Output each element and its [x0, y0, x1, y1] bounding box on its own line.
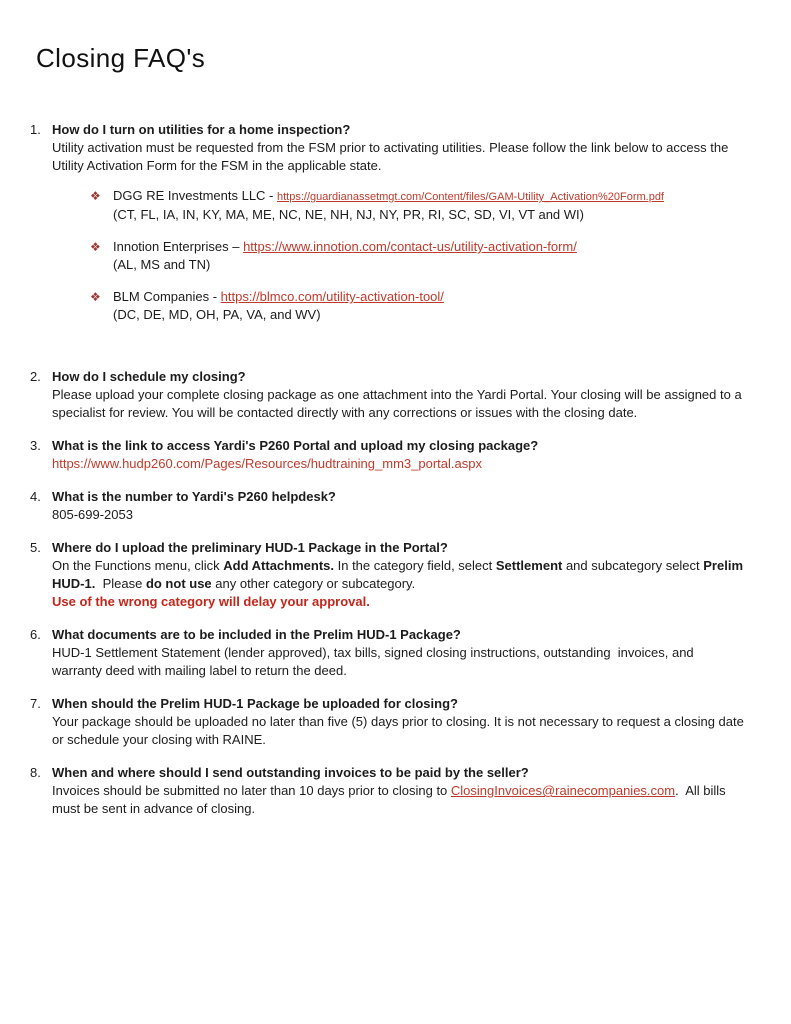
faq-item-1	[30, 121, 746, 338]
fsm-entry	[113, 187, 746, 224]
faq-item-content	[52, 488, 746, 524]
answer-text: In the category field, select	[334, 558, 496, 573]
faq-question: How do I schedule my closing?	[52, 369, 246, 384]
blm-utility-tool-link[interactable]: https://blmco.com/utility-activation-tool/	[220, 289, 444, 304]
faq-question: How do I turn on utilities for a home inspection?	[52, 122, 351, 137]
faq-question: When should the Prelim HUD-1 Package be uploaded for closing?	[52, 696, 458, 711]
fsm-entry	[113, 238, 746, 274]
faq-answer: Utility activation must be requested from the FSM prior to activating utilities. Please follow the link below to access the Utility Activation Form for the FSM in the applicable state.	[52, 140, 732, 173]
diamond-bullet-icon: ❖	[90, 189, 101, 203]
faq-item-content	[52, 437, 746, 473]
diamond-bullet-icon: ❖	[90, 290, 101, 304]
p260-portal-link[interactable]: https://www.hudp260.com/Pages/Resources/hudtraining_mm3_portal.aspx	[52, 456, 482, 471]
fsm-states: (AL, MS and TN)	[113, 257, 211, 272]
faq-item-number: 7.	[30, 696, 41, 711]
fsm-name: DGG RE Investments LLC -	[113, 188, 277, 203]
faq-question: When and where should I send outstanding invoices to be paid by the seller?	[52, 765, 529, 780]
closing-invoices-email-link[interactable]: ClosingInvoices@rainecompanies.com	[450, 783, 676, 798]
faq-answer	[52, 455, 746, 473]
faq-answer	[52, 557, 746, 593]
faq-answer: Please upload your complete closing package as one attachment into the Yardi Portal. Your closing will be assigned to a specialist for review. You will be contacted directly with any corrections or issues with the closing date.	[52, 387, 746, 420]
faq-item-content	[52, 539, 746, 611]
faq-question: Where do I upload the preliminary HUD-1 Package in the Portal?	[52, 540, 448, 555]
page-title: Closing FAQ's	[36, 43, 206, 73]
list-item	[90, 187, 746, 224]
faq-item-4	[30, 488, 746, 524]
fsm-name: Innotion Enterprises –	[113, 239, 244, 254]
faq-item-number: 6.	[30, 627, 41, 642]
innotion-utility-form-link[interactable]: https://www.innotion.com/contact-us/utility-activation-form/	[243, 239, 577, 254]
answer-text: Please	[95, 576, 146, 591]
answer-bold-text: Prelim HUD-1.	[52, 558, 747, 591]
faq-item-8	[30, 764, 746, 818]
faq-item-number: 2.	[30, 369, 41, 384]
faq-answer	[52, 782, 746, 818]
faq-item-number: 5.	[30, 540, 41, 555]
list-item	[90, 238, 746, 274]
faq-item-number: 3.	[30, 438, 41, 453]
answer-bold-text: do not use	[145, 576, 212, 591]
answer-bold-text: Add Attachments.	[223, 558, 334, 573]
faq-item-content	[52, 695, 746, 749]
answer-bold-text: Settlement	[495, 558, 563, 573]
faq-answer: Your package should be uploaded no later than five (5) days prior to closing. It is not necessary to request a closing date or schedule your closing with RAINE.	[52, 714, 748, 747]
dgg-utility-form-link[interactable]: https://guardianassetmgt.com/Content/files/GAM-Utility_Activation%20Form.pdf	[277, 191, 664, 203]
wrong-category-warning: Use of the wrong category will delay your approval.	[52, 594, 370, 609]
fsm-entry	[113, 288, 746, 324]
answer-text: Invoices should be submitted no later than 10 days prior to closing to	[52, 783, 451, 798]
diamond-bullet-icon: ❖	[90, 240, 101, 254]
faq-item-number: 8.	[30, 765, 41, 780]
faq-question: What documents are to be included in the Prelim HUD-1 Package?	[52, 627, 461, 642]
faq-item-3	[30, 437, 746, 473]
faq-item-content	[52, 764, 746, 818]
faq-question: What is the number to Yardi's P260 helpdesk?	[52, 489, 336, 504]
answer-text: any other category or subcategory.	[211, 576, 416, 591]
faq-item-7	[30, 695, 746, 749]
faq-item-content	[52, 626, 746, 680]
list-item	[90, 288, 746, 324]
answer-text: and subcategory select	[562, 558, 704, 573]
faq-item-number: 1.	[30, 122, 41, 137]
fsm-links-list	[52, 187, 746, 324]
fsm-states: (CT, FL, IA, IN, KY, MA, ME, NC, NE, NH, NJ, NY, PR, RI, SC, SD, VI, VT and WI)	[113, 207, 584, 222]
fsm-states: (DC, DE, MD, OH, PA, VA, and WV)	[113, 307, 321, 322]
faq-item-6	[30, 626, 746, 680]
faq-item-content	[52, 368, 746, 422]
answer-text: On the Functions menu, click	[52, 558, 224, 573]
faq-answer: HUD-1 Settlement Statement (lender approved), tax bills, signed closing instructions, outstanding invoices, and warranty deed with mailing label to return the deed.	[52, 645, 698, 678]
answer-text: . All bills must be sent in advance of closing.	[52, 783, 730, 816]
faq-item-content	[52, 121, 746, 338]
fsm-name: BLM Companies -	[113, 289, 221, 304]
faq-item-2	[30, 368, 746, 422]
helpdesk-phone-number: 805-699-2053	[52, 507, 133, 522]
faq-item-5	[30, 539, 746, 611]
faq-item-number: 4.	[30, 489, 41, 504]
faq-question: What is the link to access Yardi's P260 Portal and upload my closing package?	[52, 438, 539, 453]
